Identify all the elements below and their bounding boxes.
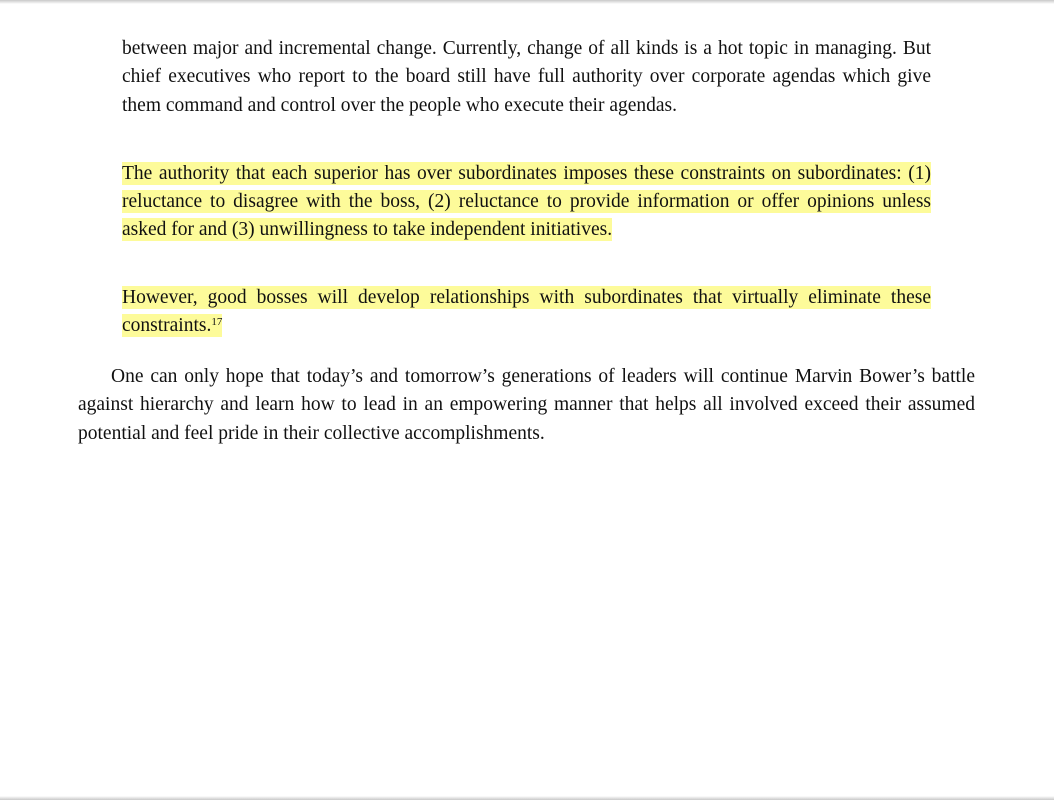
quote-paragraph-3-highlighted[interactable] <box>122 284 931 340</box>
quote-paragraph-2-highlighted[interactable] <box>122 160 931 245</box>
quote-paragraph-1 <box>122 35 931 120</box>
quote-text-2: The authority that each superior has over subordinates imposes these constraints on subordinates: (1) reluctance to disagree with the boss, (2) reluctance to provide information or offer opinions unless asked for and (3) unwillingness to take independent initiatives. <box>122 163 931 241</box>
quote-text-1: between major and incremental change. Currently, change of all kinds is a hot topic in managing. But chief executives who report to the board still have full authority over corporate agendas which give them command and control over the people who execute their agendas. <box>122 38 931 116</box>
quote-text-3: However, good bosses will develop relationships with subordinates that virtually eliminate these constraints. <box>122 287 931 337</box>
body-text: One can only hope that today’s and tomorrow’s generations of leaders will continue Marvin Bower’s battle against hierarchy and learn how to lead in an empowering manner that helps all involved exceed their assumed potential and feel pride in their collective accomplishments. <box>78 366 975 444</box>
highlight-annotation[interactable] <box>122 162 931 241</box>
footnote-marker[interactable]: 17 <box>211 316 223 329</box>
body-paragraph <box>78 363 975 448</box>
page-bottom-edge <box>0 796 1054 800</box>
highlight-annotation[interactable] <box>122 286 931 337</box>
